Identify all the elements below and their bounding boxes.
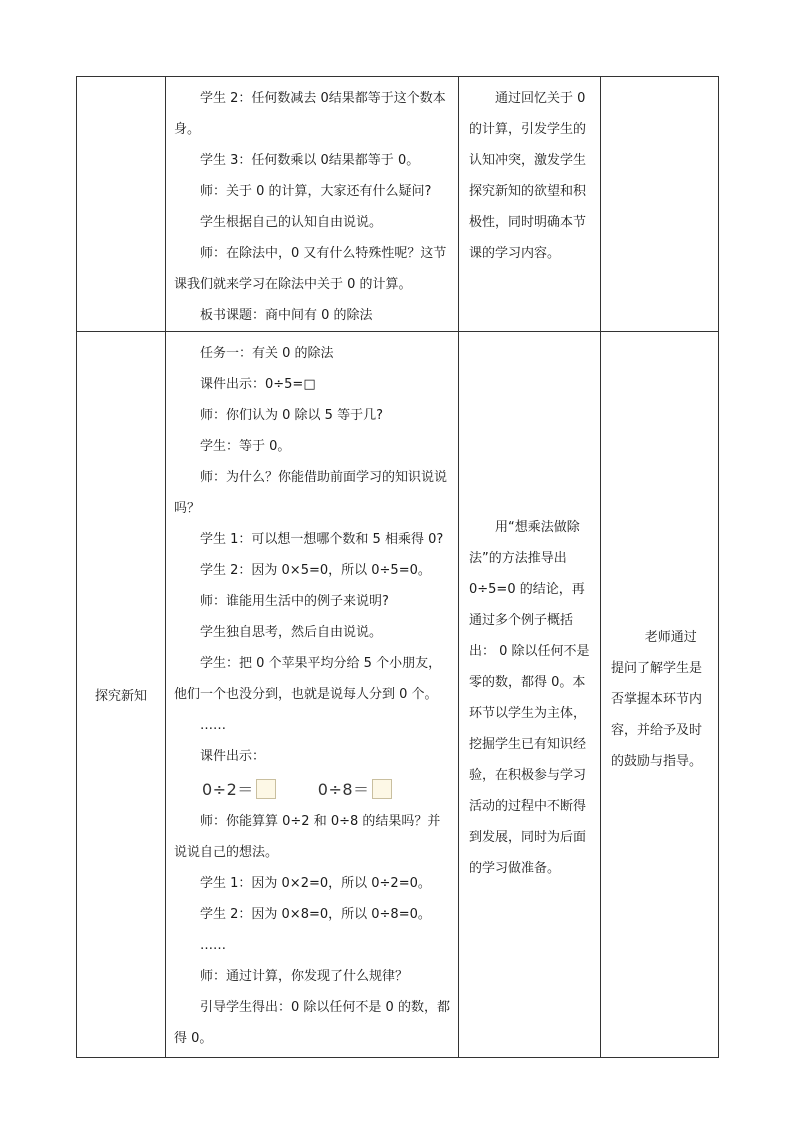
activity-line: …… [200,718,226,733]
activity-line: 师：通过计算，你发现了什么规律？ [200,969,409,984]
activity-line: 师：你们认为 0 除以 5 等于几? [200,408,383,423]
activity-line: 学生 1：因为 0×2=0，所以 0÷2=0。 [200,876,431,891]
design-intent-cell [459,77,601,332]
table-row [77,77,719,332]
activity-line: 学生 2：任何数减去 0结果都等于这个数本身。 [174,91,446,137]
activity-line: 师：谁能用生活中的例子来说明? [200,594,389,609]
design-intent-text: 通过回忆关于 0 的计算，引发学生的认知冲突，激发学生探究新知的欲望和积极性，同时明确本节课的学习内容。 [469,91,587,261]
activity-line: 师：为什么？你能借助前面学习的知识说说吗？ [174,470,448,516]
activity-line: 学生 1：可以想一想哪个数和 5 相乘得 0? [200,532,444,547]
activity-line: 引导学生得出：0 除以任何不是 0 的数，都得 0。 [174,1000,450,1046]
equation [318,774,392,805]
activity-line: 学生 2：因为 0×5=0，所以 0÷5=0。 [200,563,431,578]
design-intent-text: 用“想乘法做除法”的方法推导出0÷5=0 的结论，再通过多个例子概括出： 0 除以任何不是零的数，都得 0。本环节以学生为主体，挖掘学生已有知识经验，在积极参与学习活动的过程中不断得到发展，同时为后面的学习做准备。 [469,519,590,876]
lesson-plan-table [76,76,719,1058]
activity-line: 课件出示：0÷5=□ [200,377,316,392]
activity-line: 师：关于 0 的计算，大家还有什么疑问? [200,184,432,199]
answer-box [372,779,392,799]
activity-line: 师：你能算算 0÷2 和 0÷8 的结果吗？并说说自己的想法。 [174,814,441,860]
feedback-cell [601,332,719,1058]
activity-line: …… [200,938,226,953]
activity-line: 学生独自思考，然后自由说说。 [200,625,383,640]
activities-cell [166,332,459,1058]
stage-label: 探究新知 [94,689,147,704]
activity-line: 学生：等于 0。 [200,439,291,454]
activity-line: 师：在除法中，0 又有什么特殊性呢？这节课我们就来学习在除法中关于 0 的计算。 [174,246,447,292]
activity-line: 板书课题：商中间有 0 的除法 [200,308,373,323]
equation [202,774,276,805]
activity-line: 学生 3：任何数乘以 0结果都等于 0。 [200,153,420,168]
design-intent-cell [459,332,601,1058]
equation-text: 0÷8＝ [317,779,370,799]
activity-line: 课件出示： [200,749,266,764]
feedback-cell [601,77,719,332]
activity-line: 学生 2：因为 0×8=0，所以 0÷8=0。 [200,907,431,922]
activity-line: 学生根据自己的认知自由说说。 [200,215,383,230]
equation-text: 0÷2＝ [202,779,254,799]
stage-cell [77,332,166,1058]
activity-line: 任务一：有关 0 的除法 [200,346,334,361]
answer-box [256,779,276,799]
equation-exercise [174,772,450,806]
stage-cell [77,77,166,332]
feedback-text: 老师通过提问了解学生是否掌握本环节内容，并给予及时的鼓励与指导。 [611,630,703,769]
activities-cell [166,77,459,332]
activity-line: 学生：把 0 个苹果平均分给 5 个小朋友，他们一个也没分到，也就是说每人分到 0 个。 [174,656,442,702]
table-row [77,332,719,1058]
